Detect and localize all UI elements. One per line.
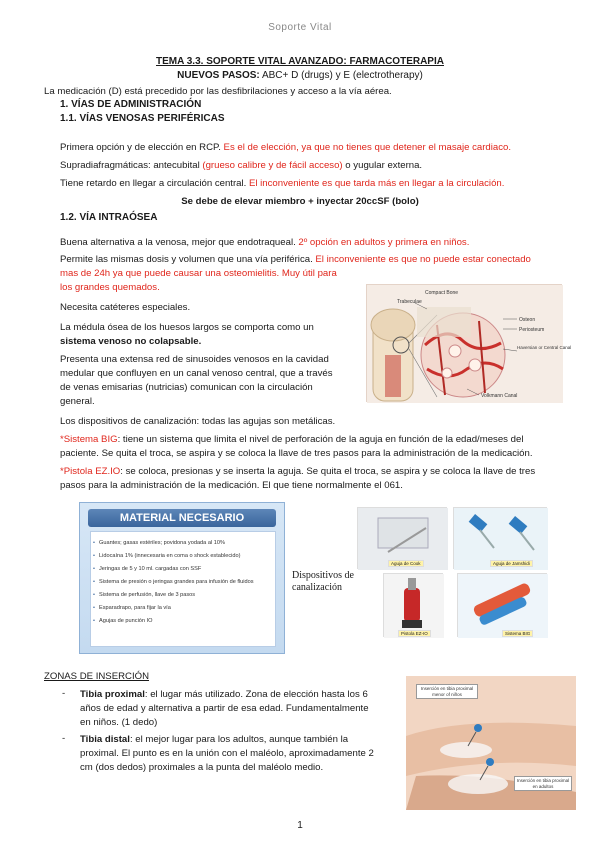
device-cook <box>357 507 447 569</box>
sistema-big-a: *Sistema BIG: tiene un sistema que limita el nivel de perforación de la aguja en función de la edad/meses del <box>60 434 524 445</box>
venosas-line-1: Primera opción y de elección en RCP. Es el de elección, ya que no tienes que detener el masaje cardiaco. <box>60 142 512 153</box>
devices-caption: Dispositivos de canalización <box>292 570 354 593</box>
bone-anatomy-figure <box>366 284 572 402</box>
intraosea-p2-c: los grandes quemados. <box>60 282 160 293</box>
device-label-cook: Aguja de Cook <box>388 560 424 567</box>
intraosea-p6: Los dispositivos de canalización: todas las agujas son metálicas. <box>60 416 336 427</box>
callout-proximal-adultos: Inserción en tibia proximal en adultos <box>514 776 572 791</box>
intraosea-p5-d: general. <box>60 396 95 407</box>
document-title: TEMA 3.3. SOPORTE VITAL AVANZADO: FARMACOTERAPIA <box>156 56 444 67</box>
document-subtitle: NUEVOS PASOS: ABC+ D (drugs) y E (electrotherapy) <box>177 70 423 81</box>
material-title: MATERIAL NECESARIO <box>88 509 276 527</box>
pistola-ez-b: pasos para la administración de la medicación. El que tiene normalmente el 061. <box>60 480 403 491</box>
material-necesario-panel <box>79 502 285 654</box>
label-osteon: Osteon <box>519 317 536 323</box>
insertion-photo <box>406 676 576 810</box>
zona-tibia-proximal-b: años de edad y alternativa a partir de esa edad. Fundamentalmente <box>80 703 369 714</box>
intro-paragraph: La medicación (D) está precedido por las desfibrilaciones y acceso a la vía aérea. <box>44 86 392 97</box>
zona-tibia-proximal-c: en niños. (1 dedo) <box>80 717 158 728</box>
running-header: Soporte Vital <box>268 22 332 33</box>
zona-tibia-proximal-a: Tibia proximal: el lugar más utilizado. Zona de elección hasta los 6 <box>80 689 368 700</box>
device-label-jamshidi: Aguja de Jamshidi <box>490 560 533 567</box>
intraosea-p4-b: sistema venoso no colapsable. <box>60 336 202 347</box>
venosas-line-2: Supradiafragmáticas: antecubital (grueso calibre y de fácil acceso) o yugular externa. <box>60 160 423 171</box>
label-periosteum: Periosteum <box>519 327 545 333</box>
zona-tibia-distal-b: proximal. El punto es en la unión con el maléolo, aproximadamente 2 <box>80 748 374 759</box>
venosas-line-4: Se debe de elevar miembro + inyectar 20ccSF (bolo) <box>181 196 419 207</box>
intraosea-p2-b: mas de 24h ya que puede causar una osteomielitis. Muy útil para <box>60 268 337 279</box>
venosas-line-3: Tiene retardo en llegar a circulación central. El inconveniente es que tarda más en llegar a la circulación. <box>60 178 505 189</box>
callout-proximal-ninos: Inserción en tibia proximal menor of niños <box>416 684 478 699</box>
intraosea-p5-b: medular que confluyen en un canal venoso central, que a través <box>60 368 333 379</box>
bullet-dash: - <box>62 733 66 744</box>
material-item: • Sistema de presión o jeringas grandes para infusión de fluidos <box>91 579 275 586</box>
zona-tibia-distal-a: Tibia distal: el mejor lugar para los adultos, aunque también la <box>80 734 349 745</box>
intraosea-p5-c: de venas emisarias (nutricias) comunican con la circulación <box>60 382 313 393</box>
device-label-ez-io: Pistola EZ-IO <box>398 630 431 637</box>
label-volkmann: Volkmann Canal <box>481 393 518 399</box>
section-heading-intraosea: 1.2. VÍA INTRAÓSEA <box>60 212 158 223</box>
page-number: 1 <box>297 820 303 831</box>
material-item: • Agujas de punción IO <box>91 618 275 625</box>
zonas-title: ZONAS DE INSERCIÓN <box>44 671 150 682</box>
material-item: • Esparadrapo, para fijar la vía <box>91 605 275 612</box>
material-item: • Sistema de perfusión, llave de 3 pasos <box>91 592 275 599</box>
devices-figure <box>357 507 547 637</box>
device-label-big: Sistema BIG <box>502 630 533 637</box>
section-heading-venosas: 1.1. VÍAS VENOSAS PERIFÉRICAS <box>60 113 225 124</box>
intraosea-p5-a: Presenta una extensa red de sinusoides venosos en la cavidad <box>60 354 329 365</box>
intraosea-p2-a: Permite las mismas dosis y volumen que una vía periférica. El inconveniente es que no puede estar conectado <box>60 254 531 265</box>
label-haversian: Haversian or Central Canal <box>517 345 572 350</box>
label-trabeculae: Trabeculae <box>397 299 422 305</box>
zona-tibia-distal-c: cm (dos dedos) proximales a la punta del maléolo medio. <box>80 762 324 773</box>
bone-illustration <box>367 285 572 403</box>
sistema-big-b: paciente. Se quita el troca, se aspira y se coloca la llave de tres pasos para la administración de la medicación. <box>60 448 533 459</box>
device-ez-io <box>383 573 443 637</box>
bullet-dash: - <box>62 688 66 699</box>
device-jamshidi <box>453 507 547 569</box>
device-big <box>457 573 547 637</box>
section-heading-vias: 1. VÍAS DE ADMINISTRACIÓN <box>60 99 202 110</box>
label-compact-bone: Compact Bone <box>425 290 459 296</box>
intraosea-p1: Buena alternativa a la venosa, mejor que endotraqueal. 2º opción en adultos y primera en niños. <box>60 237 470 248</box>
intraosea-p3: Necesita catéteres especiales. <box>60 302 191 313</box>
pistola-ez-a: *Pistola EZ.IO: se coloca, presionas y se inserta la aguja. Se quita el troca, se aspira y se coloca la llave de tres <box>60 466 536 477</box>
material-list <box>90 531 276 647</box>
material-item: • Lidocaína 1% (innecesaria en coma o shock establecido) <box>91 553 275 560</box>
intraosea-p4-a: La médula ósea de los huesos largos se comporta como un <box>60 322 314 333</box>
material-item: • Guantes; gasas estériles; povidona yodada al 10% <box>91 540 275 547</box>
material-item: • Jeringas de 5 y 10 ml. cargadas con SSF <box>91 566 275 573</box>
